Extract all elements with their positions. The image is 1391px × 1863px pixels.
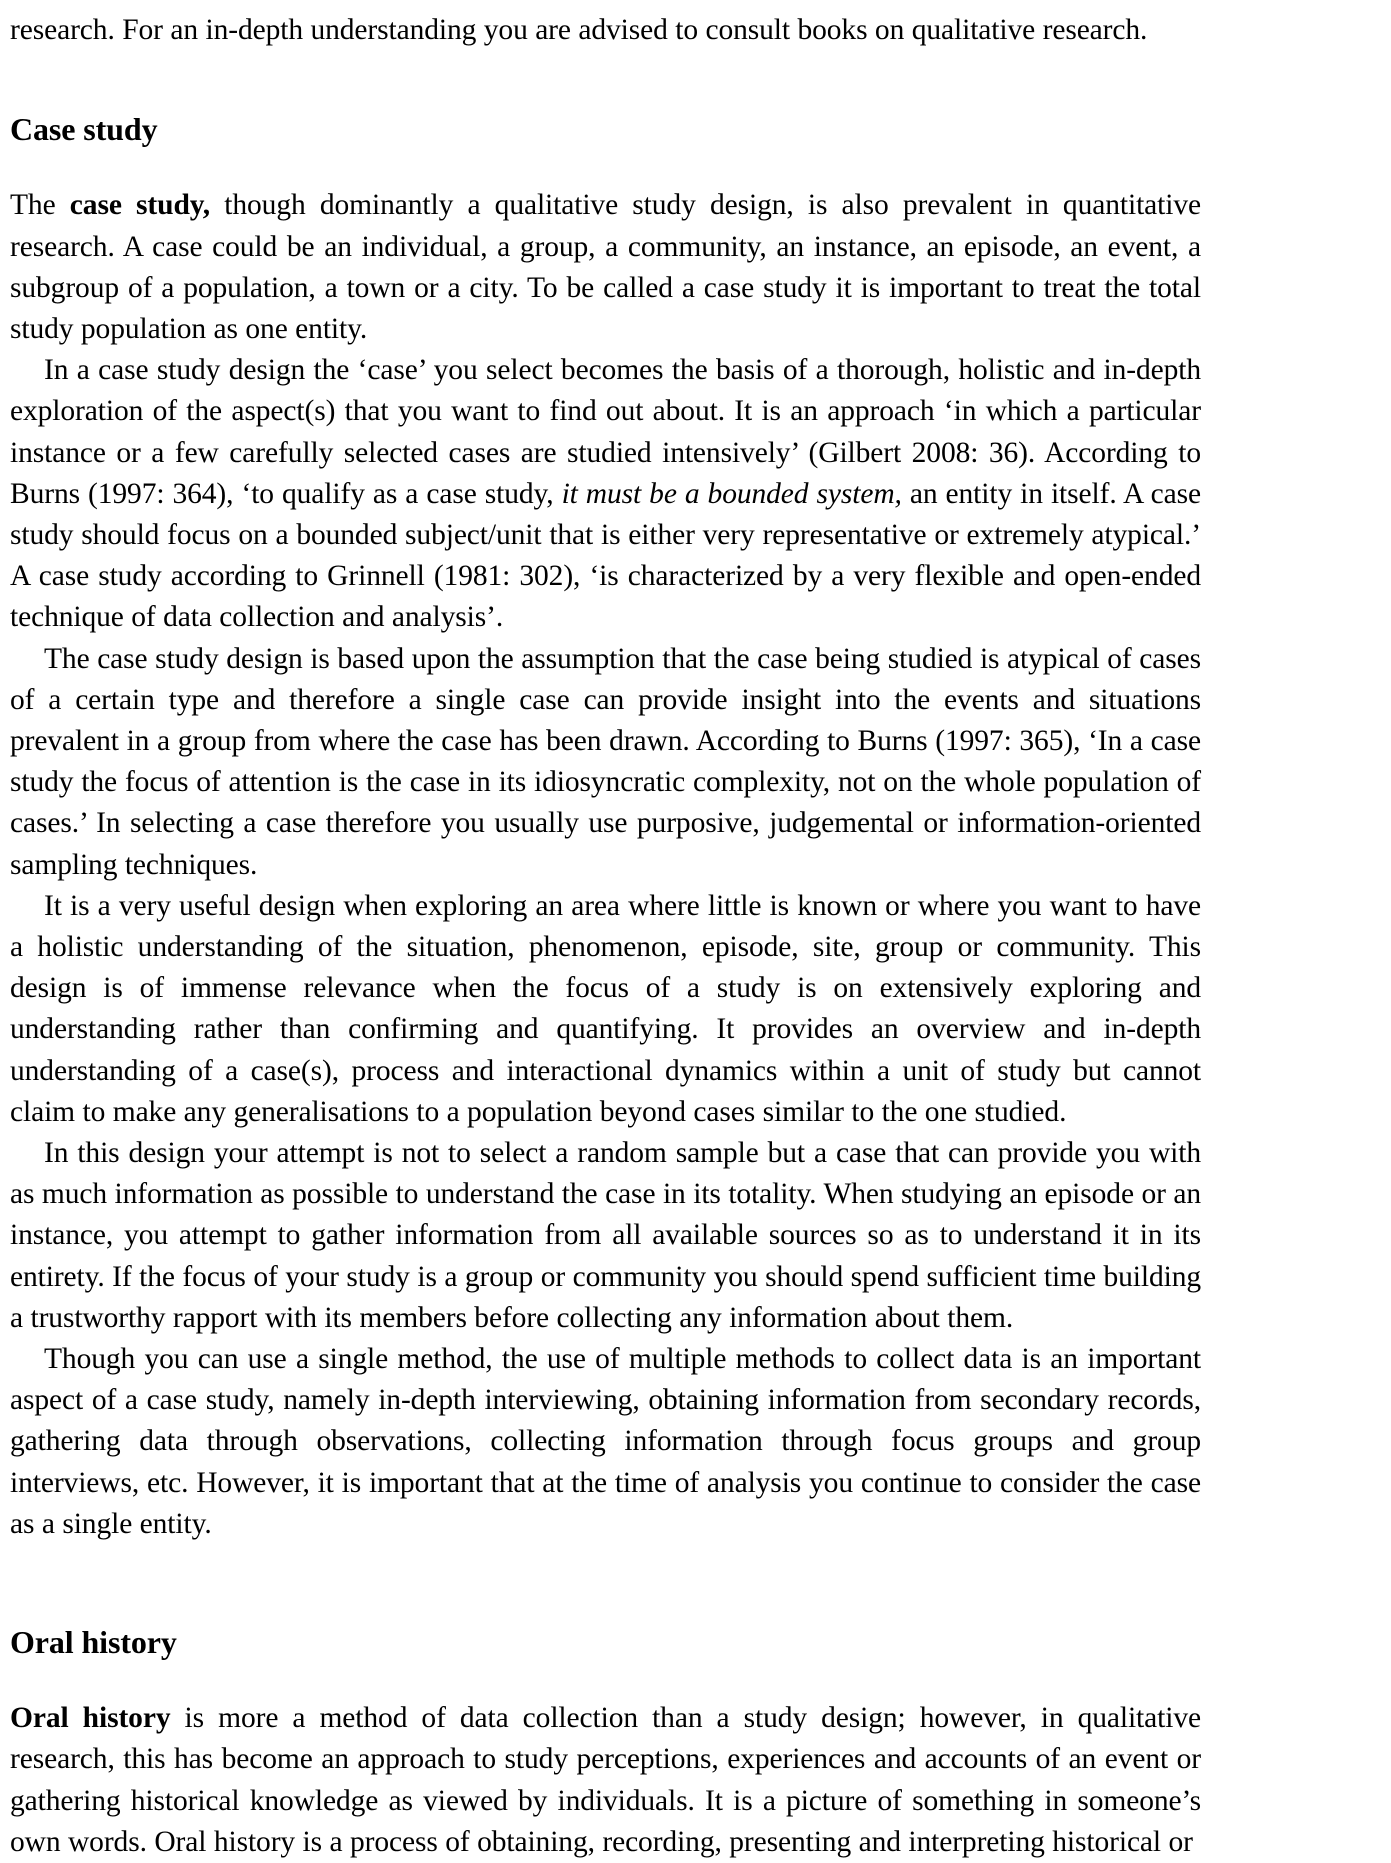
text-run: In a case study design the ‘case’ you select becomes the basis of a thorough, holistic and in-depth exploration of the aspect(s) that you want to find out about. It is an approach ‘in which a particular instance or a few carefully selected cases are studied intensively’ (Gilbert 2008: 36). According to Burns (1997: 364), ‘to qualify as a case study, <box>10 354 1201 510</box>
text-run: is more a method of data collection than a study design; however, in qualitative research, this has become an approach to study perceptions, experiences and accounts of an event or gathering historical knowledge as viewed by individuals. It is a picture of something in someone’s own words. Oral history is a process of obtaining, recording, presenting and interpreting historical or <box>10 1702 1201 1858</box>
text-run: It is a very useful design when exploring an area where little is known or where you want to have a holistic understanding of the situation, phenomenon, episode, site, group or community. This design is of immense relevance when the focus of a study is on extensively exploring and understanding rather than confirming and quantifying. It provides an overview and in-depth understanding of a case(s), process and interactional dynamics within a unit of study but cannot claim to make any generalisations to a population beyond cases similar to the one studied. <box>10 889 1201 1128</box>
section-body-case-study <box>10 185 1201 1545</box>
emphasis-bold: case study, <box>69 189 211 222</box>
section-heading-case-study: Case study <box>10 111 158 148</box>
section-heading-oral-history: Oral history <box>10 1624 177 1661</box>
paragraph <box>10 185 1201 350</box>
paragraph <box>10 886 1201 1133</box>
text-run: an entity in itself. A case study should focus on a bounded subject/unit that is either very representative or extremely atypical.’ A case study according to Grinnell (1981: 302), ‘is characterized by a very flexible and open-ended technique of data collection and analysis’. <box>10 477 1201 634</box>
paragraph <box>10 350 1201 638</box>
spacer-after-case-study-heading <box>10 147 1201 185</box>
spacer-before-case-study-heading <box>10 51 1201 112</box>
section-body-oral-history <box>10 1698 1201 1863</box>
text-run: Though you can use a single method, the use of multiple methods to collect data is an important aspect of a case study, namely in-depth interviewing, obtaining information from secondary records, gathering data through observations, collecting information through focus groups and group interviews, etc. However, it is important that at the time of analysis you continue to consider the case as a single entity. <box>10 1343 1201 1540</box>
text-run: though dominantly a qualitative study design, is also prevalent in quantitative research. A case could be an individual, a group, a community, an instance, an episode, an event, a subgroup of a population, a town or a city. To be called a case study it is important to treat the total study population as one entity. <box>10 189 1201 345</box>
text-run: The <box>10 189 70 222</box>
carryover-paragraph: research. For an in-depth understanding you are advised to consult books on qualitative research. <box>10 14 1148 46</box>
spacer-after-oral-history-heading <box>10 1660 1201 1698</box>
text-run: In this design your attempt is not to select a random sample but a case that can provide you with as much information as possible to understand the case in its totality. When studying an episode or an instance, you attempt to gather information from all available sources so as to understand it in its entirety. If the focus of your study is a group or community you should spend sufficient time building a trustworthy rapport with its members before collecting any information about them. <box>10 1137 1201 1334</box>
emphasis-italic: it must be a bounded system, <box>561 477 902 510</box>
paragraph <box>10 1339 1201 1545</box>
text-run: The case study design is based upon the assumption that the case being studied is atypical of cases of a certain type and therefore a single case can provide insight into the events and situations prevalent in a group from where the case has been drawn. According to Burns (1997: 365), ‘In a case study the focus of attention is the case in its idiosyncratic complexity, not on the whole population of cases.’ In selecting a case therefore you usually use purposive, judgemental or information-oriented sampling techniques. <box>10 642 1201 881</box>
paragraph <box>10 639 1201 886</box>
spacer-before-oral-history-heading <box>10 1545 1201 1625</box>
paragraph <box>10 1698 1201 1863</box>
emphasis-bold: Oral history <box>10 1702 171 1735</box>
paragraph <box>10 1133 1201 1339</box>
